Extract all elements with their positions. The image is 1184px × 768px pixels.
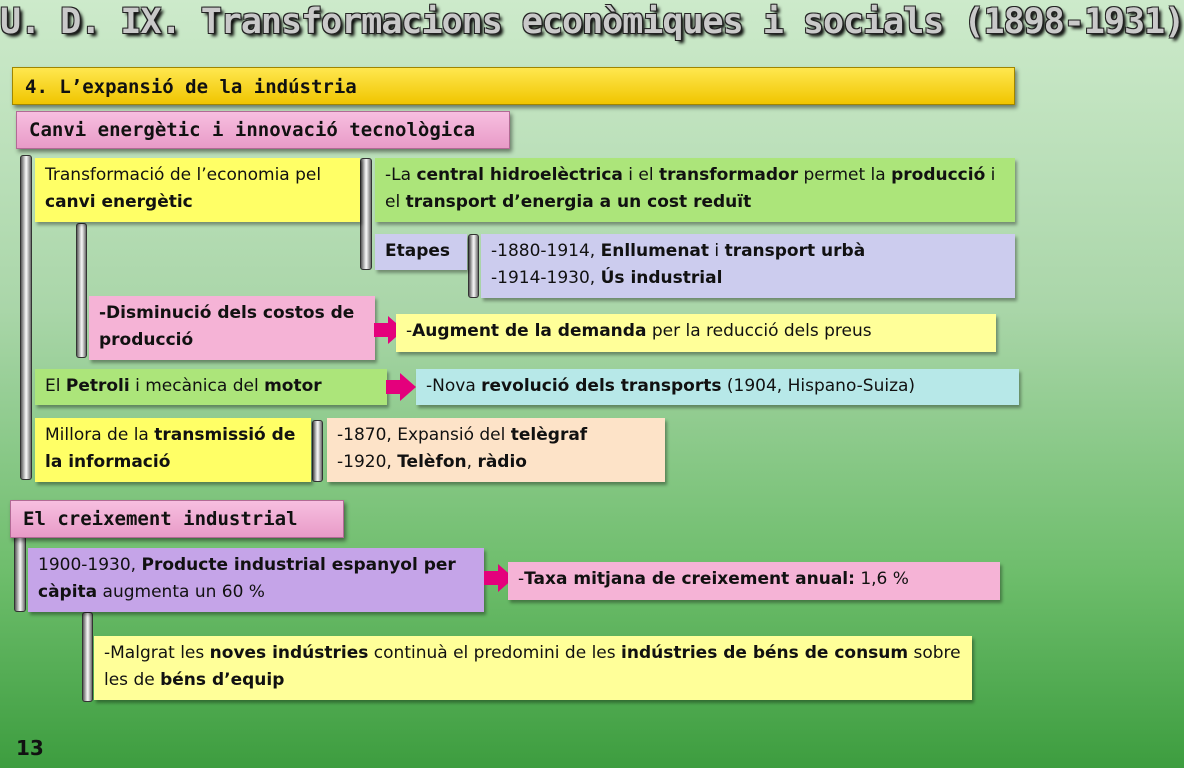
slide-title: U. D. IX. Transformacions econòmiques i socials (1898-1931)	[0, 2, 1184, 42]
box-taxa: -Taxa mitjana de creixement anual: 1,6 %	[508, 562, 1000, 600]
box-transformacio: Transformació de l’economia pel canvi energètic	[35, 158, 360, 222]
box-central-hidroelectrica: -La central hidroelèctrica i el transformador permet la producció i el transport d’energia a un cost reduït	[375, 158, 1015, 222]
vertical-connector-central	[360, 158, 372, 270]
box-producte: 1900-1930, Producte industrial espanyol per càpita augmenta un 60 %	[28, 548, 484, 612]
vertical-connector-main	[20, 155, 32, 480]
vertical-connector-malgrat	[82, 612, 93, 702]
box-augment: -Augment de la demanda per la reducció dels preus	[396, 314, 996, 352]
box-telegraf: -1870, Expansió del telègraf -1920, Telèfon, ràdio	[327, 418, 665, 482]
section-header: 4. L’expansió de la indústria	[12, 67, 1015, 105]
box-disminucio: -Disminució dels costos de producció	[89, 296, 375, 360]
subsection-header-energy: Canvi energètic i innovació tecnològica	[16, 111, 510, 149]
subsection-header-growth: El creixement industrial	[10, 500, 344, 538]
vertical-connector-etapes	[468, 234, 479, 298]
vertical-connector-growth	[14, 536, 26, 612]
page-number: 13	[16, 736, 44, 760]
box-malgrat: -Malgrat les noves indústries continuà el predomini de les indústries de béns de consum sobre les de béns d’equip	[94, 636, 972, 700]
arrow-right-icon	[400, 373, 416, 401]
box-etapes-detail: -1880-1914, Enllumenat i transport urbà -1914-1930, Ús industrial	[481, 234, 1015, 298]
vertical-connector-costs	[76, 223, 87, 358]
box-millora: Millora de la transmissió de la informació	[35, 418, 311, 482]
box-etapes: Etapes	[375, 234, 467, 270]
vertical-connector-telegraf	[312, 420, 323, 482]
box-nova-revolucio: -Nova revolució dels transports (1904, Hispano-Suiza)	[416, 369, 1019, 405]
box-petroli: El Petroli i mecànica del motor	[35, 369, 387, 405]
